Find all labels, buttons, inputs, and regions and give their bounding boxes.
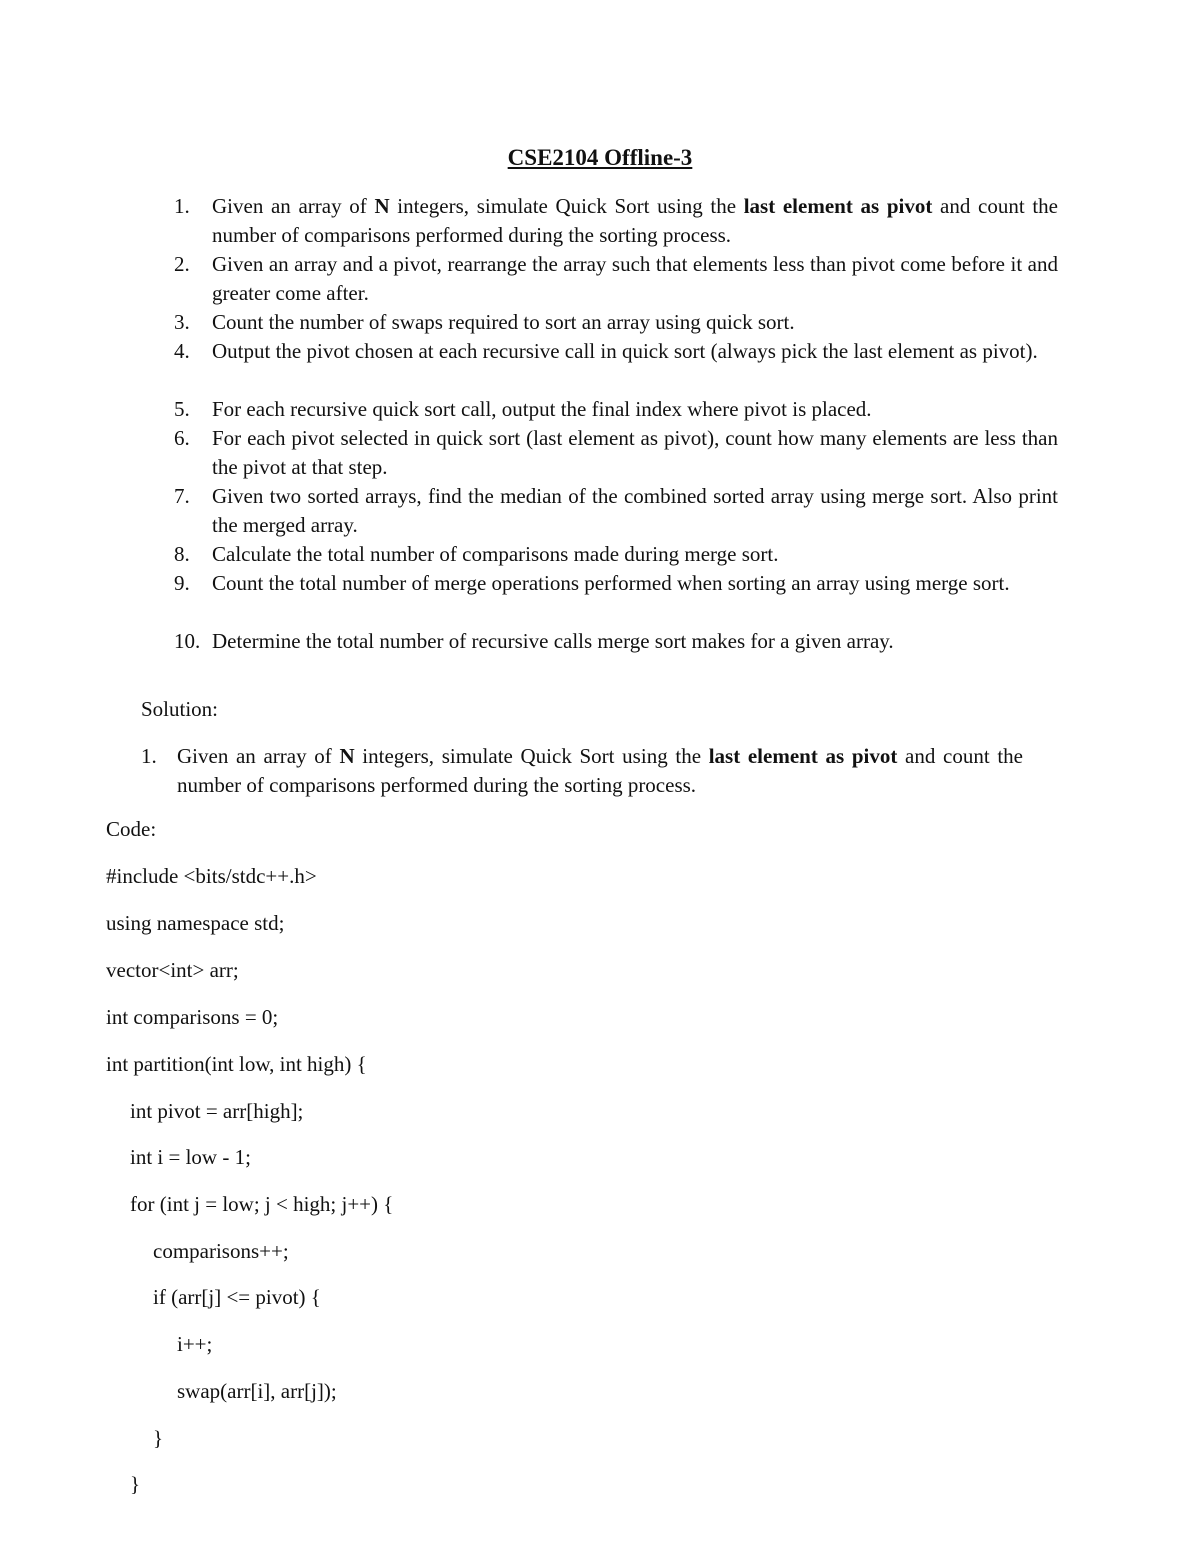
question-item — [174, 250, 1058, 308]
question-item — [174, 337, 1058, 395]
code-line: int pivot = arr[high]; — [130, 1099, 304, 1123]
question-item — [174, 395, 1058, 424]
question-number: 1. — [174, 194, 190, 218]
question-item — [174, 308, 1058, 337]
code-line: comparisons++; — [153, 1239, 289, 1263]
question-item — [174, 569, 1058, 627]
code-line: int comparisons = 0; — [106, 1005, 279, 1029]
question-text: Count the number of swaps required to sort an array using quick sort. — [212, 310, 795, 334]
solution-label: Solution: — [141, 697, 219, 721]
solution-item — [141, 742, 1023, 800]
question-text: Determine the total number of recursive calls merge sort makes for a given array. — [212, 629, 894, 653]
code-line: i++; — [177, 1332, 213, 1356]
question-text: Given an array of N integers, simulate Quick Sort using the last element as pivot and count the number of comparisons performed during the sorting process. — [212, 194, 1058, 247]
question-text: Output the pivot chosen at each recursive call in quick sort (always pick the last element as pivot). — [212, 339, 1038, 363]
question-number: 10. — [174, 629, 201, 653]
question-number: 7. — [174, 484, 190, 508]
code-line: int i = low - 1; — [130, 1145, 251, 1169]
code-line: swap(arr[i], arr[j]); — [177, 1379, 337, 1403]
question-number: 4. — [174, 339, 190, 363]
question-text: For each recursive quick sort call, output the final index where pivot is placed. — [212, 397, 872, 421]
solution-item-number: 1. — [141, 744, 157, 768]
question-number: 8. — [174, 542, 190, 566]
question-number: 3. — [174, 310, 190, 334]
question-number: 2. — [174, 252, 190, 276]
question-text: Count the total number of merge operations performed when sorting an array using merge sort. — [212, 571, 1010, 595]
code-line: vector<int> arr; — [106, 958, 239, 982]
code-line: using namespace std; — [106, 911, 285, 935]
question-item — [174, 482, 1058, 540]
code-line: } — [130, 1472, 141, 1496]
question-item — [174, 192, 1058, 250]
code-line: int partition(int low, int high) { — [106, 1052, 367, 1076]
code-line: #include <bits/stdc++.h> — [106, 864, 317, 888]
code-line: for (int j = low; j < high; j++) { — [130, 1192, 394, 1216]
code-label: Code: — [106, 817, 157, 841]
question-item — [174, 424, 1058, 482]
question-item — [174, 627, 1058, 656]
question-list — [174, 192, 1058, 656]
code-line: if (arr[j] <= pivot) { — [153, 1285, 321, 1309]
question-text: Given an array and a pivot, rearrange the array such that elements less than pivot come before it and greater come after. — [212, 252, 1058, 305]
solution-item-text: Given an array of N integers, simulate Quick Sort using the last element as pivot and count the number of comparisons performed during the sorting process. — [177, 744, 1023, 797]
question-text: Given two sorted arrays, find the median of the combined sorted array using merge sort. Also print the merged array. — [212, 484, 1058, 537]
question-number: 5. — [174, 397, 190, 421]
question-number: 9. — [174, 571, 190, 595]
question-text: For each pivot selected in quick sort (last element as pivot), count how many elements are less than the pivot at that step. — [212, 426, 1058, 479]
question-number: 6. — [174, 426, 190, 450]
question-text: Calculate the total number of comparisons made during merge sort. — [212, 542, 779, 566]
code-line: } — [153, 1426, 164, 1450]
question-item — [174, 540, 1058, 569]
page-title: CSE2104 Offline-3 — [507, 145, 693, 170]
